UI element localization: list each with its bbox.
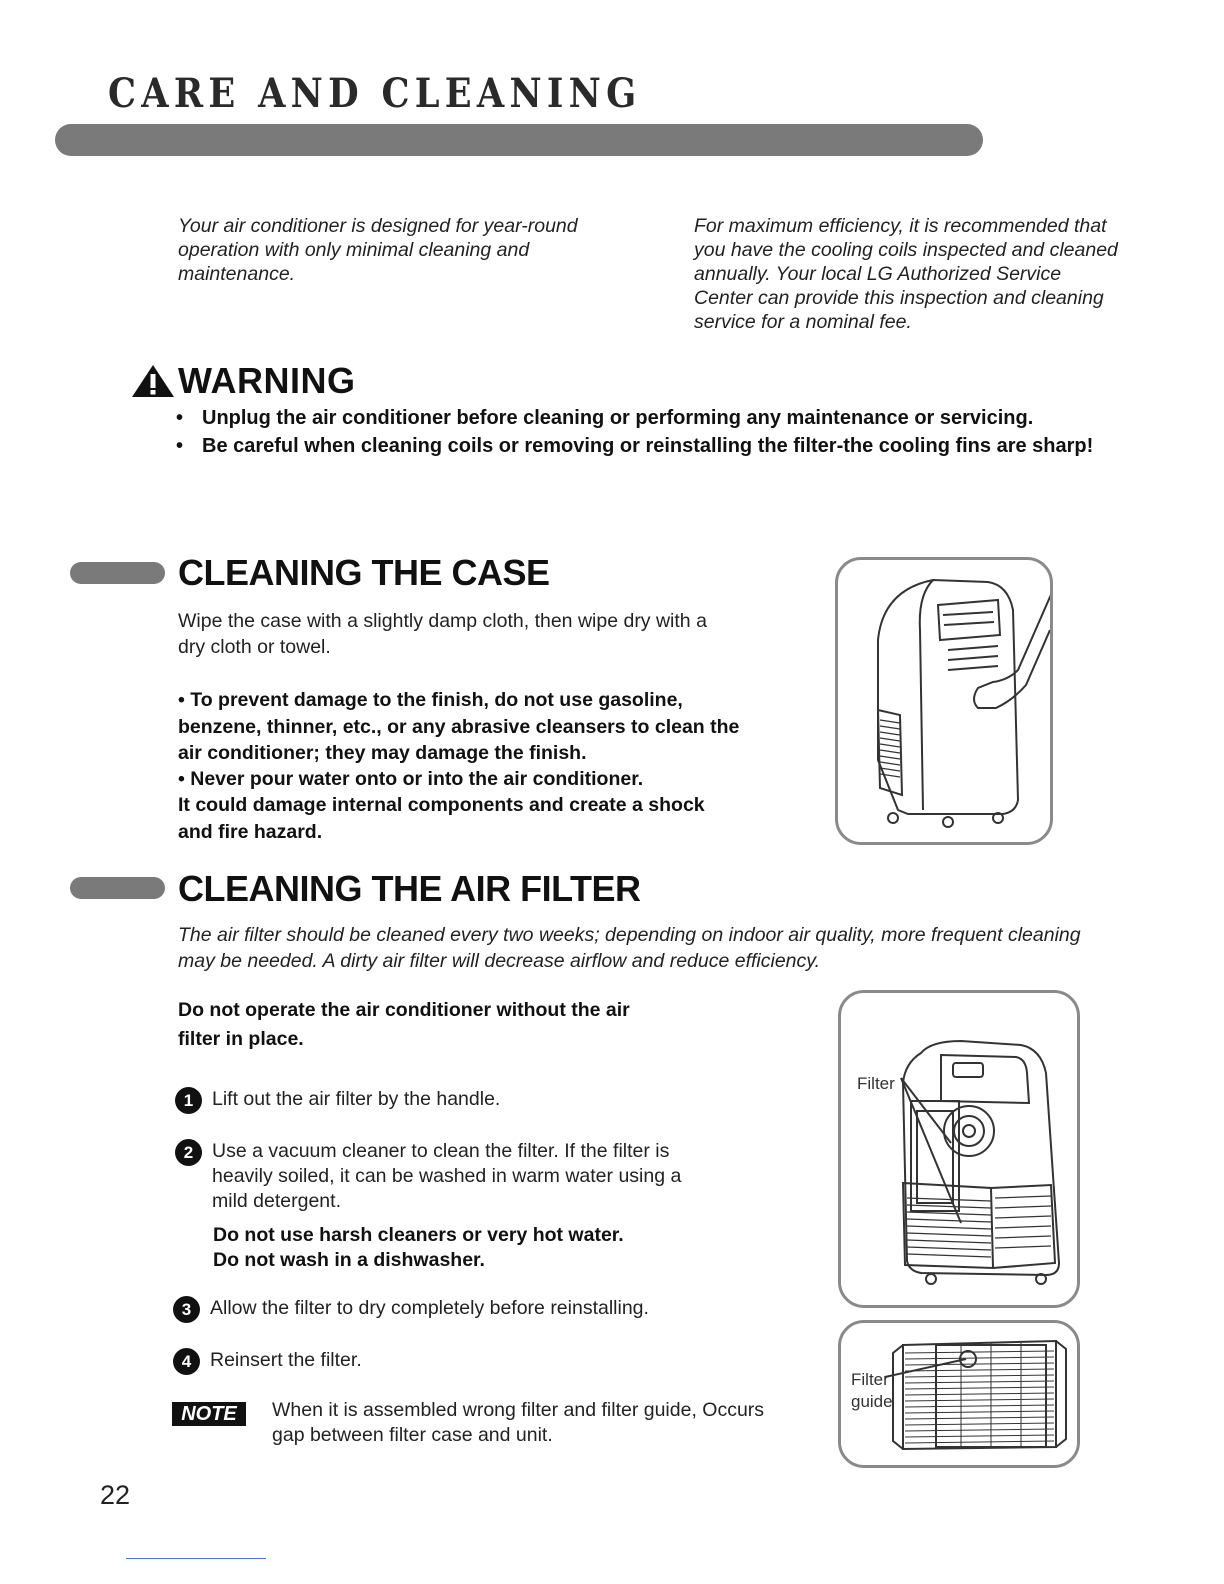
section-pill-marker: [70, 562, 165, 584]
step2-caution-2: Do not wash in a dishwasher.: [213, 1249, 485, 1271]
case-caution-1: • To prevent damage to the finish, do not use gasoline, benzene, thinner, etc., or any abrasive cleansers to clean the air conditioner; they may damage the finish.: [178, 689, 740, 764]
warning-header: [130, 361, 356, 401]
step-2: [175, 1139, 722, 1214]
case-cleaning-figure: [835, 557, 1053, 845]
bullet-dot: •: [176, 435, 184, 457]
case-caution-3: It could damage internal components and create a shock and fire hazard.: [178, 794, 705, 843]
warning-triangle-icon: [130, 363, 176, 399]
figure-label-filter: Filter: [857, 1074, 895, 1093]
filter-section-title: CLEANING THE AIR FILTER: [178, 868, 641, 909]
note-badge: NOTE: [172, 1402, 246, 1426]
case-caution-2: • Never pour water onto or into the air conditioner.: [178, 768, 644, 790]
figure-label-filter-guide: Filter: [851, 1370, 889, 1389]
warning-list: [176, 404, 1136, 460]
case-section-title: CLEANING THE CASE: [178, 552, 550, 593]
filter-removal-illustration: [841, 993, 1077, 1305]
step-text: Reinsert the filter.: [210, 1349, 362, 1371]
section-pill-marker: [70, 877, 165, 899]
step-text: Use a vacuum cleaner to clean the filter. If the filter is heavily soiled, it can be washed in warm water using a mild detergent.: [212, 1140, 682, 1212]
step2-caution-1: Do not use harsh cleaners or very hot water.: [213, 1224, 624, 1246]
filter-operate-warning: Do not operate the air conditioner without the air filter in place.: [178, 999, 630, 1050]
step-1: [175, 1087, 732, 1114]
warning-item-text: Unplug the air conditioner before cleaning or performing any maintenance or servicing.: [202, 407, 1034, 429]
intro-left-text: Your air conditioner is designed for year-round operation with only minimal cleaning and maintenance.: [178, 215, 578, 285]
bullet-dot: •: [176, 407, 184, 429]
step-number-badge: 4: [173, 1348, 200, 1375]
filter-guide-figure: [838, 1320, 1080, 1468]
figure-label-filter-guide: guide: [851, 1392, 893, 1411]
step-number-badge: 3: [173, 1296, 200, 1323]
title-bar-divider: [55, 124, 983, 156]
step-text: Allow the filter to dry completely before reinstalling.: [210, 1297, 649, 1319]
case-body-text: Wipe the case with a slightly damp cloth, then wipe dry with a dry cloth or towel.: [178, 610, 707, 658]
step-number-badge: 1: [175, 1087, 202, 1114]
page-title: CARE AND CLEANING: [108, 70, 642, 117]
step-text: Lift out the air filter by the handle.: [212, 1088, 501, 1110]
filter-removal-figure: [838, 990, 1080, 1308]
filter-guide-illustration: [841, 1323, 1077, 1465]
step-3: [173, 1296, 750, 1323]
warning-item: [176, 432, 1136, 460]
step-4: [173, 1348, 750, 1375]
intro-right-text: For maximum efficiency, it is recommended that you have the cooling coils inspected and cleaned annually. Your local LG Authorized Service Center can provide this inspection and cleaning service for a nominal fee.: [694, 215, 1118, 333]
filter-intro-text: The air filter should be cleaned every two weeks; depending on indoor air quality, more frequent cleaning may be needed. A dirty air filter will decrease airflow and reduce efficiency.: [178, 924, 1081, 972]
step-number-badge: 2: [175, 1139, 202, 1166]
page-number: 22: [100, 1480, 131, 1510]
warning-item: [176, 404, 1136, 432]
air-conditioner-wipe-illustration: [838, 560, 1050, 842]
warning-title: WARNING: [178, 360, 356, 401]
footer-rule: [126, 1558, 266, 1559]
warning-item-text: Be careful when cleaning coils or removing or reinstalling the filter-the cooling fins are sharp!: [202, 435, 1094, 457]
note-text: When it is assembled wrong filter and filter guide, Occurs gap between filter case and unit.: [272, 1399, 765, 1446]
